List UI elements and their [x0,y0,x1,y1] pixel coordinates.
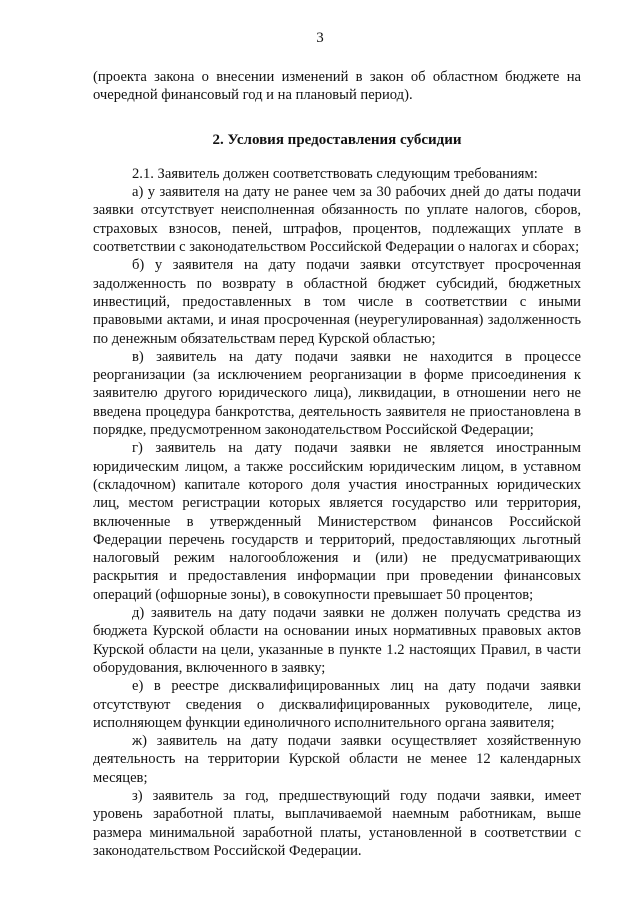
requirement-item-v: в) заявитель на дату подачи заявки не находится в процессе реорганизации (за исключением реорганизации в форме присоединения к заявителю другого юридического лица), ликвидации, в отношении него не введена процедура банкротства, деятельность заявителя не приостановлена в порядке, предусмотренном законодательством Российской Федерации; [93,348,581,439]
requirement-item-zh: ж) заявитель на дату подачи заявки осуществляет хозяйственную деятельность на территории Курской области не менее 12 календарных месяцев; [93,733,581,786]
lead-paragraph: 2.1. Заявитель должен соответствовать следующим требованиям: [132,165,538,182]
page-number: 3 [316,30,324,46]
requirement-item-b: б) у заявителя на дату подачи заявки отсутствует просроченная задолженность по возврату в областной бюджет субсидий, бюджетных инвестиций, предоставленных в том числе в соответствии с иными правовыми актами, и иная просроченная (неурегулированная) задолженность по денежным обязательствам перед Курской областью; [93,257,581,347]
intro-paragraph: (проекта закона о внесении изменений в закон об областном бюджете на очередной финансовый год и на плановый период). [93,69,581,104]
requirement-item-z: з) заявитель за год, предшествующий году подачи заявки, имеет уровень заработной платы, выплачиваемой наемным работникам, выше размера минимальной заработной платы, установленной в соответствии с законодательством Российской Федерации. [93,787,581,859]
requirement-item-d: д) заявитель на дату подачи заявки не должен получать средства из бюджета Курской области на основании иных нормативных правовых актов Курской области на цели, указанные в пункте 1.2 настоящих Правил, в части оборудования, включенного в заявку; [93,605,581,676]
requirement-item-g: г) заявитель на дату подачи заявки не является иностранным юридическим лицом, а также российским юридическим лицом, в уставном (складочном) капитале которого доля участия иностранных юридических лиц, местом регистрации которых является государство или территория, включенные в утвержденный Министерством финансов Российской Федерации перечень государств и территорий, предоставляющих льготный налоговый режим налогообложения и (или) не предусматривающих раскрытия и предоставления информации при проведении финансовых операций (офшорные зоны), в совокупности превышает 50 процентов; [93,440,581,603]
requirement-item-e: е) в реестре дисквалифицированных лиц на дату подачи заявки отсутствуют сведения о дисквалифицированных руководителе, лице, исполняющем функции единоличного исполнительного органа заявителя; [93,678,581,731]
section-title: 2. Условия предоставления субсидии [212,131,462,148]
document-body [93,68,581,860]
requirement-item-a: а) у заявителя на дату не ранее чем за 30 рабочих дней до даты подачи заявки отсутствует неисполненная обязанность по уплате налогов, сборов, страховых взносов, пеней, штрафов, процентов, подлежащих уплате в соответствии с законодательством Российской Федерации о налогах и сборах; [93,184,581,256]
